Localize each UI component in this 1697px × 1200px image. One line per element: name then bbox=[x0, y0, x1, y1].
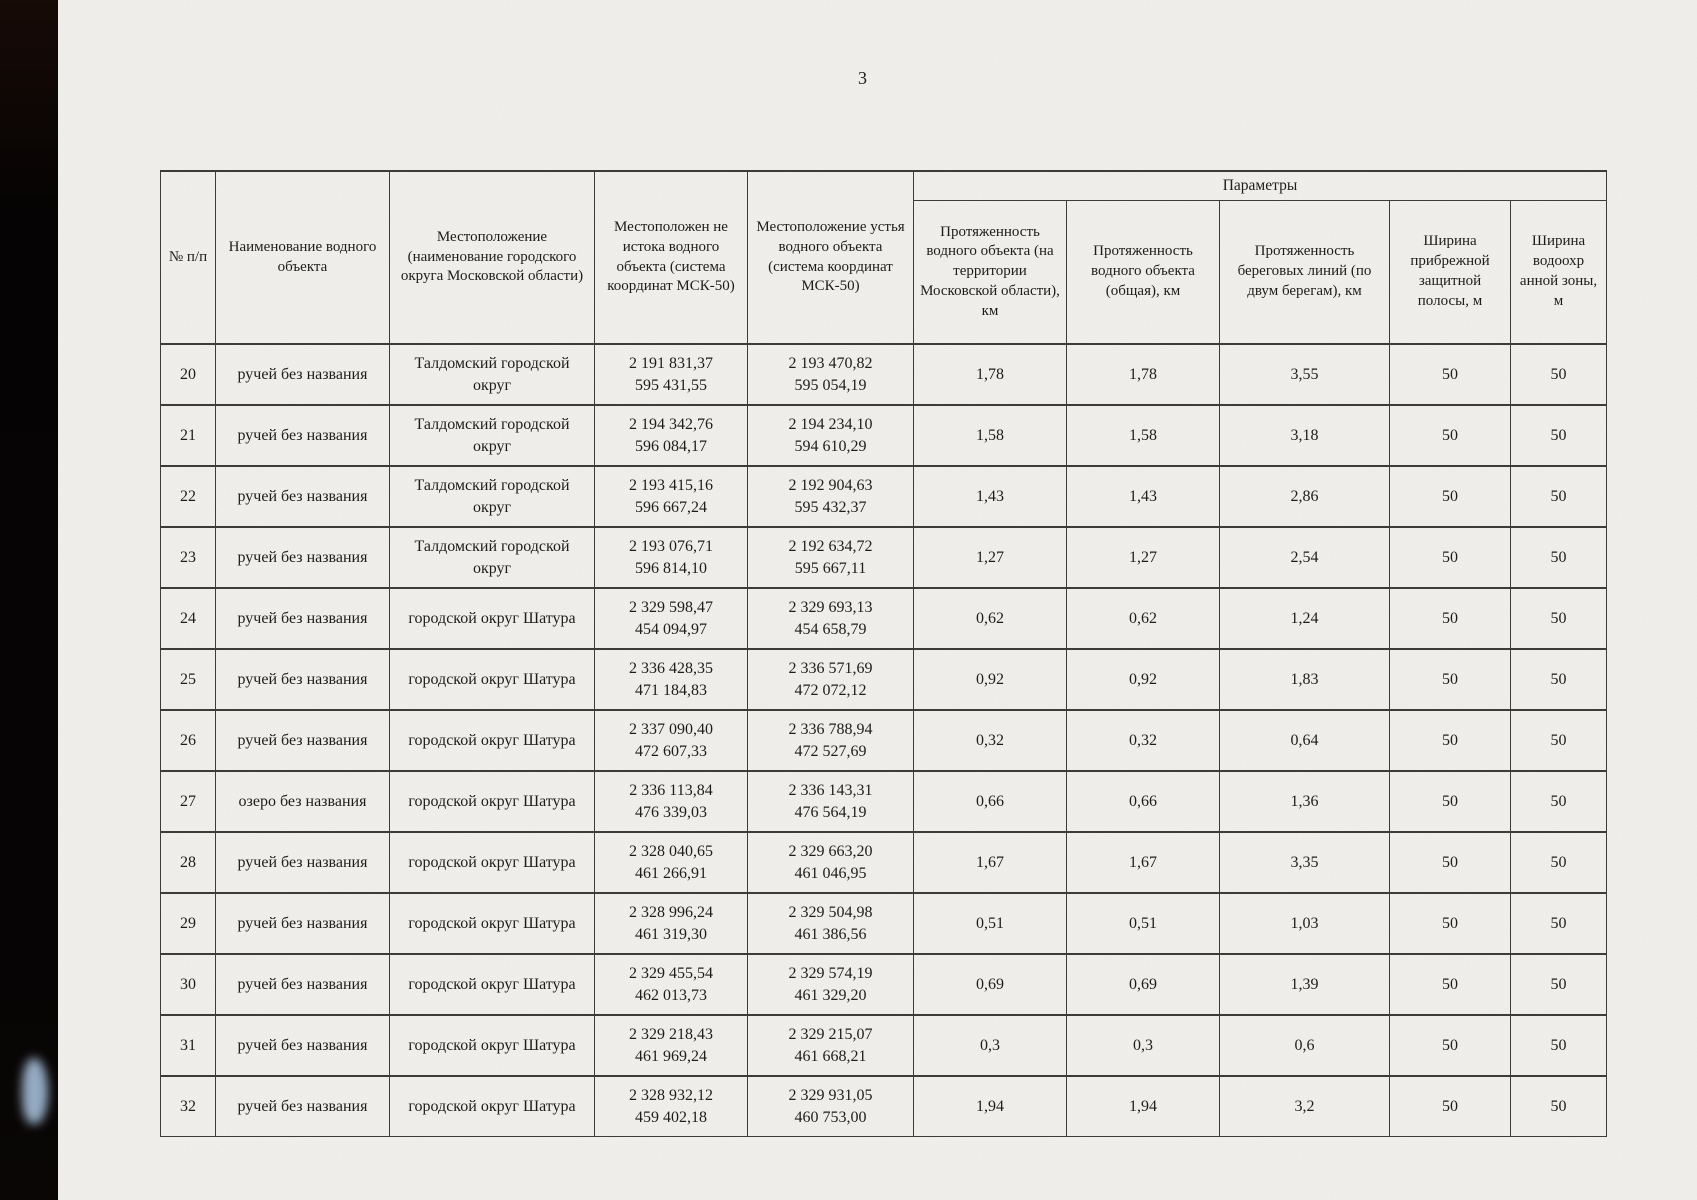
cell-strip-width: 50 bbox=[1390, 588, 1511, 649]
cell-shoreline: 3,18 bbox=[1220, 405, 1390, 466]
cell-length-total: 1,43 bbox=[1067, 466, 1220, 527]
cell-length-mo: 0,32 bbox=[914, 710, 1067, 771]
cell-length-mo: 1,78 bbox=[914, 344, 1067, 405]
cell-mouth-coords: 2 329 693,13 454 658,79 bbox=[748, 588, 914, 649]
cell-source-coords: 2 329 598,47 454 094,97 bbox=[595, 588, 748, 649]
cell-length-mo: 1,43 bbox=[914, 466, 1067, 527]
cell-shoreline: 3,55 bbox=[1220, 344, 1390, 405]
cell-length-mo: 1,27 bbox=[914, 527, 1067, 588]
cell-strip-width: 50 bbox=[1390, 893, 1511, 954]
cell-shoreline: 0,64 bbox=[1220, 710, 1390, 771]
column-header-name: Наименование водного объекта bbox=[216, 171, 390, 344]
cell-source-coords: 2 336 428,35 471 184,83 bbox=[595, 649, 748, 710]
table-row bbox=[161, 1076, 1607, 1137]
cell-num: 31 bbox=[161, 1015, 216, 1076]
cell-location: городской округ Шатура bbox=[390, 1015, 595, 1076]
cell-location: городской округ Шатура bbox=[390, 954, 595, 1015]
page-number: 3 bbox=[858, 68, 867, 88]
cell-shoreline: 2,86 bbox=[1220, 466, 1390, 527]
cell-shoreline: 2,54 bbox=[1220, 527, 1390, 588]
cell-shoreline: 1,03 bbox=[1220, 893, 1390, 954]
cell-num: 30 bbox=[161, 954, 216, 1015]
cell-strip-width: 50 bbox=[1390, 344, 1511, 405]
cell-name: ручей без названия bbox=[216, 710, 390, 771]
scan-blue-smudge bbox=[22, 1058, 48, 1124]
cell-name: ручей без названия bbox=[216, 466, 390, 527]
cell-length-total: 0,62 bbox=[1067, 588, 1220, 649]
cell-source-coords: 2 193 415,16 596 667,24 bbox=[595, 466, 748, 527]
cell-zone-width: 50 bbox=[1511, 1076, 1607, 1137]
cell-zone-width: 50 bbox=[1511, 344, 1607, 405]
cell-name: озеро без названия bbox=[216, 771, 390, 832]
cell-shoreline: 1,36 bbox=[1220, 771, 1390, 832]
cell-source-coords: 2 191 831,37 595 431,55 bbox=[595, 344, 748, 405]
table-row bbox=[161, 954, 1607, 1015]
table-row bbox=[161, 344, 1607, 405]
cell-zone-width: 50 bbox=[1511, 588, 1607, 649]
cell-zone-width: 50 bbox=[1511, 832, 1607, 893]
column-header-location: Местоположение (наименование городского округа Московской области) bbox=[390, 171, 595, 344]
cell-name: ручей без названия bbox=[216, 405, 390, 466]
cell-num: 29 bbox=[161, 893, 216, 954]
cell-length-total: 0,66 bbox=[1067, 771, 1220, 832]
table-row bbox=[161, 527, 1607, 588]
cell-length-total: 1,78 bbox=[1067, 344, 1220, 405]
cell-zone-width: 50 bbox=[1511, 527, 1607, 588]
cell-source-coords: 2 329 218,43 461 969,24 bbox=[595, 1015, 748, 1076]
cell-length-total: 1,94 bbox=[1067, 1076, 1220, 1137]
cell-mouth-coords: 2 329 663,20 461 046,95 bbox=[748, 832, 914, 893]
column-header-shoreline: Протяженность береговых линий (по двум берегам), км bbox=[1220, 201, 1390, 345]
cell-source-coords: 2 337 090,40 472 607,33 bbox=[595, 710, 748, 771]
cell-location: городской округ Шатура bbox=[390, 832, 595, 893]
cell-length-total: 0,69 bbox=[1067, 954, 1220, 1015]
cell-zone-width: 50 bbox=[1511, 893, 1607, 954]
cell-strip-width: 50 bbox=[1390, 405, 1511, 466]
cell-mouth-coords: 2 192 904,63 595 432,37 bbox=[748, 466, 914, 527]
cell-location: городской округ Шатура bbox=[390, 893, 595, 954]
cell-zone-width: 50 bbox=[1511, 466, 1607, 527]
cell-name: ручей без названия bbox=[216, 344, 390, 405]
cell-name: ручей без названия bbox=[216, 893, 390, 954]
cell-location: Талдомский городской округ bbox=[390, 466, 595, 527]
cell-location: городской округ Шатура bbox=[390, 649, 595, 710]
cell-location: Талдомский городской округ bbox=[390, 405, 595, 466]
column-header-zone-width: Ширина водоохр анной зоны, м bbox=[1511, 201, 1607, 345]
cell-source-coords: 2 328 996,24 461 319,30 bbox=[595, 893, 748, 954]
table-row bbox=[161, 649, 1607, 710]
cell-strip-width: 50 bbox=[1390, 954, 1511, 1015]
cell-strip-width: 50 bbox=[1390, 710, 1511, 771]
cell-mouth-coords: 2 336 143,31 476 564,19 bbox=[748, 771, 914, 832]
table-row bbox=[161, 771, 1607, 832]
cell-strip-width: 50 bbox=[1390, 771, 1511, 832]
cell-name: ручей без названия bbox=[216, 527, 390, 588]
cell-length-mo: 1,67 bbox=[914, 832, 1067, 893]
cell-length-total: 0,3 bbox=[1067, 1015, 1220, 1076]
cell-length-mo: 0,66 bbox=[914, 771, 1067, 832]
cell-location: городской округ Шатура bbox=[390, 771, 595, 832]
column-header-mouth: Местоположение устья водного объекта (система координат МСК-50) bbox=[748, 171, 914, 344]
cell-length-mo: 1,58 bbox=[914, 405, 1067, 466]
cell-num: 32 bbox=[161, 1076, 216, 1137]
cell-shoreline: 3,35 bbox=[1220, 832, 1390, 893]
cell-mouth-coords: 2 336 788,94 472 527,69 bbox=[748, 710, 914, 771]
table-row bbox=[161, 1015, 1607, 1076]
cell-length-mo: 0,3 bbox=[914, 1015, 1067, 1076]
table-row bbox=[161, 893, 1607, 954]
cell-mouth-coords: 2 329 504,98 461 386,56 bbox=[748, 893, 914, 954]
cell-num: 20 bbox=[161, 344, 216, 405]
cell-mouth-coords: 2 329 215,07 461 668,21 bbox=[748, 1015, 914, 1076]
cell-name: ручей без названия bbox=[216, 832, 390, 893]
cell-num: 25 bbox=[161, 649, 216, 710]
cell-num: 23 bbox=[161, 527, 216, 588]
cell-zone-width: 50 bbox=[1511, 649, 1607, 710]
table-row bbox=[161, 710, 1607, 771]
cell-name: ручей без названия bbox=[216, 649, 390, 710]
column-header-length-mo: Протяженность водного объекта (на территории Московской области), км bbox=[914, 201, 1067, 345]
cell-location: городской округ Шатура bbox=[390, 1076, 595, 1137]
scanner-edge-strip bbox=[0, 0, 58, 1200]
cell-source-coords: 2 328 040,65 461 266,91 bbox=[595, 832, 748, 893]
cell-location: Талдомский городской округ bbox=[390, 344, 595, 405]
cell-source-coords: 2 328 932,12 459 402,18 bbox=[595, 1076, 748, 1137]
cell-strip-width: 50 bbox=[1390, 527, 1511, 588]
cell-shoreline: 1,24 bbox=[1220, 588, 1390, 649]
cell-num: 24 bbox=[161, 588, 216, 649]
cell-mouth-coords: 2 193 470,82 595 054,19 bbox=[748, 344, 914, 405]
cell-strip-width: 50 bbox=[1390, 1076, 1511, 1137]
cell-length-mo: 0,62 bbox=[914, 588, 1067, 649]
cell-length-total: 1,27 bbox=[1067, 527, 1220, 588]
table-row bbox=[161, 405, 1607, 466]
cell-shoreline: 1,83 bbox=[1220, 649, 1390, 710]
cell-mouth-coords: 2 192 634,72 595 667,11 bbox=[748, 527, 914, 588]
cell-mouth-coords: 2 329 931,05 460 753,00 bbox=[748, 1076, 914, 1137]
cell-num: 27 bbox=[161, 771, 216, 832]
cell-shoreline: 0,6 bbox=[1220, 1015, 1390, 1076]
cell-length-total: 0,51 bbox=[1067, 893, 1220, 954]
cell-strip-width: 50 bbox=[1390, 1015, 1511, 1076]
cell-name: ручей без названия bbox=[216, 1015, 390, 1076]
cell-source-coords: 2 329 455,54 462 013,73 bbox=[595, 954, 748, 1015]
cell-length-total: 0,92 bbox=[1067, 649, 1220, 710]
cell-shoreline: 1,39 bbox=[1220, 954, 1390, 1015]
cell-num: 21 bbox=[161, 405, 216, 466]
cell-length-mo: 0,69 bbox=[914, 954, 1067, 1015]
cell-length-total: 1,58 bbox=[1067, 405, 1220, 466]
cell-length-total: 0,32 bbox=[1067, 710, 1220, 771]
cell-name: ручей без названия bbox=[216, 1076, 390, 1137]
column-header-source: Местоположен не истока водного объекта (система координат МСК-50) bbox=[595, 171, 748, 344]
cell-location: городской округ Шатура bbox=[390, 710, 595, 771]
water-objects-table bbox=[160, 170, 1607, 1137]
cell-length-total: 1,67 bbox=[1067, 832, 1220, 893]
cell-strip-width: 50 bbox=[1390, 466, 1511, 527]
column-header-num: № п/п bbox=[161, 171, 216, 344]
cell-mouth-coords: 2 329 574,19 461 329,20 bbox=[748, 954, 914, 1015]
cell-shoreline: 3,2 bbox=[1220, 1076, 1390, 1137]
cell-strip-width: 50 bbox=[1390, 832, 1511, 893]
cell-zone-width: 50 bbox=[1511, 771, 1607, 832]
cell-strip-width: 50 bbox=[1390, 649, 1511, 710]
cell-num: 28 bbox=[161, 832, 216, 893]
cell-zone-width: 50 bbox=[1511, 710, 1607, 771]
cell-num: 22 bbox=[161, 466, 216, 527]
cell-location: Талдомский городской округ bbox=[390, 527, 595, 588]
table-row bbox=[161, 466, 1607, 527]
table-row bbox=[161, 832, 1607, 893]
cell-num: 26 bbox=[161, 710, 216, 771]
cell-zone-width: 50 bbox=[1511, 954, 1607, 1015]
cell-name: ручей без названия bbox=[216, 588, 390, 649]
table-row bbox=[161, 588, 1607, 649]
cell-source-coords: 2 194 342,76 596 084,17 bbox=[595, 405, 748, 466]
cell-length-mo: 0,92 bbox=[914, 649, 1067, 710]
column-header-length-total: Протяженность водного объекта (общая), км bbox=[1067, 201, 1220, 345]
cell-zone-width: 50 bbox=[1511, 1015, 1607, 1076]
column-header-strip-width: Ширина прибрежной защитной полосы, м bbox=[1390, 201, 1511, 345]
cell-mouth-coords: 2 336 571,69 472 072,12 bbox=[748, 649, 914, 710]
cell-source-coords: 2 336 113,84 476 339,03 bbox=[595, 771, 748, 832]
cell-zone-width: 50 bbox=[1511, 405, 1607, 466]
cell-name: ручей без названия bbox=[216, 954, 390, 1015]
cell-mouth-coords: 2 194 234,10 594 610,29 bbox=[748, 405, 914, 466]
cell-location: городской округ Шатура bbox=[390, 588, 595, 649]
column-group-header-parameters: Параметры bbox=[914, 171, 1607, 201]
cell-source-coords: 2 193 076,71 596 814,10 bbox=[595, 527, 748, 588]
cell-length-mo: 0,51 bbox=[914, 893, 1067, 954]
cell-length-mo: 1,94 bbox=[914, 1076, 1067, 1137]
